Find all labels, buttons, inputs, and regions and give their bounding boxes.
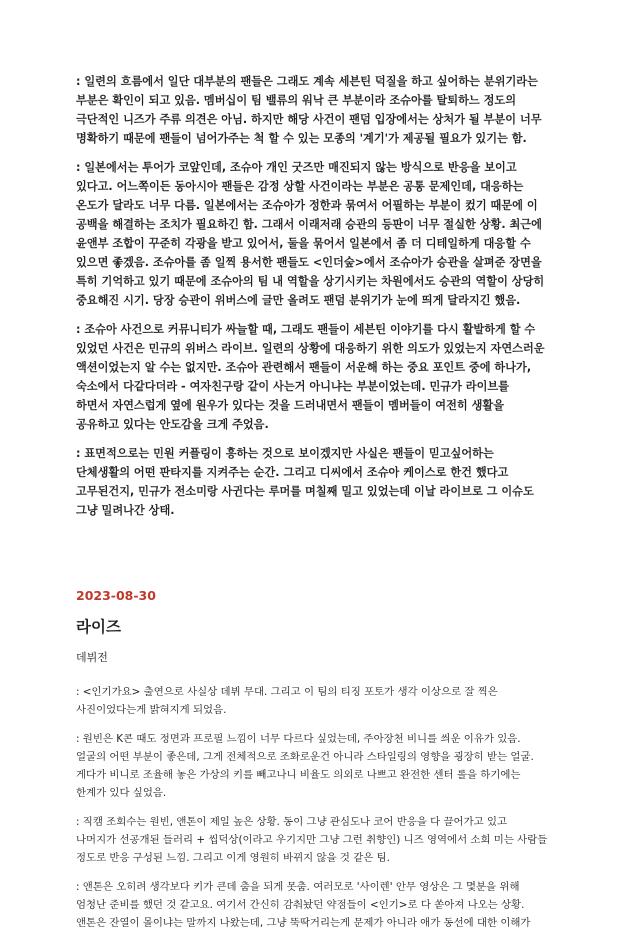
- paragraph: : 일본에서는 투어가 코앞인데, 조슈아 개인 굿즈만 매진되지 않는 방식으로 반응을 보이고 있다고. 어느쪽이든 동아시아 팬들은 감정 상할 사건이라는 부분은 공통 문제인데, 대응하는 온도가 달라도 너무 다름. 일본에서는 조슈아가 정한과 묶여서 어필하는 부분이 컸기 때문에 이 공백을 해결하는 조치가 필요하긴 함. 그래서 이래저래 승관의 등판이 너무 절실한 상황. 최근에 윤앤부 조합이 꾸준히 각광을 받고 있어서, 둘을 묶어서 일본에서 좀 더 디테일하게 대응할 수 있으면 좋겠음. 조슈아를 좀 일찍 용서한 팬들도 <인더숲>에서 조슈아가 승관을 살펴준 장면을 특히 기억하고 있기 때문에 조슈아의 팀 내 역할을 상기시키는 차원에서도 승관의 역할이 상당히 중요해진 시기. 당장 승관이 위버스에 글만 올려도 팬덤 분위기가 눈에 띄게 달라지긴 했음.: [76, 161, 545, 307]
- paragraph: : 일련의 흐름에서 일단 대부분의 팬들은 그래도 계속 세븐틴 덕질을 하고 싶어하는 분위기라는 부분은 확인이 되고 있음. 멤버십이 팀 밸류의 워낙 큰 부분이라 조슈아를 탈퇴하느 정도의 극단적인 니즈가 주류 의견은 아님. 하지만 해당 사건이 팬덤 입장에서는 상처가 될 부분이 너무 명확하기 때문에 팬들이 넘어가주는 척 할 수 있는 모종의 '계기'가 제공될 필요가 있기는 함.: [76, 75, 542, 145]
- paragraph: : 표면적으로는 민원 커플링이 흥하는 것으로 보이겠지만 사실은 팬들이 믿고싶어하는 단체생활의 어떤 판타지를 지켜주는 순간. 그리고 디씨에서 조슈아 케이스로 한건 했다고 고무된건지, 민규가 전소미랑 사귄다는 루머를 며칠째 밀고 있었는데 이날 라이브로 그 이슈도 그냥 밀려나간 상태.: [76, 447, 534, 517]
- section-title: 라이즈: [76, 618, 121, 636]
- paragraph: : 앤톤은 오히려 생각보다 키가 큰데 춤을 되게 못춤. 여러모로 '사이렌' 안무 영상은 그 몇분을 위해 엄청난 준비를 했던 것 같고요. 여기서 간신히 감춰놨던 약점들이 <인기>로 다 쏟아져 나오는 상황. 앤톤은 잔열이 몰이냐는 말까지 나왔는데, 그냥 뚝딱거리는게 문제가 아니라 애가 동선에 대한 이해가: [76, 881, 531, 929]
- paragraph: : <인기가요> 출연으로 사실상 데뷔 무대. 그리고 이 팀의 티징 포토가 생각 이상으로 잘 찍은 사진이었다는게 밝혀지게 되었음.: [76, 686, 498, 716]
- paragraph: : 직캠 조회수는 원빈, 앤톤이 제일 높은 상황. 동이 그냥 관심도나 코어 반응을 다 끌어가고 있고 나머지가 선공개된 들러리 + 씹덕상(이라고 우기지만 그냥 그런 취향인) 니즈 영역에서 소희 미는 사람들 정도로 반응 구성된 느낌. 그리고 이게 영원히 바뀌지 않을 것 같은 팀.: [76, 816, 548, 864]
- paragraph: : 조슈아 사건으로 커뮤니티가 싸늘할 때, 그래도 팬들이 세븐틴 이야기를 다시 활발하게 할 수 있었던 사건은 민규의 위버스 라이브. 일련의 상황에 대응하기 위한 의도가 있었는지 자연스러운 액션이었는지 알 수는 없지만. 조슈아 관련해서 팬들이 서운해 하는 중요 포인트 중에 하나가, 숙소에서 다같다더라 - 여자친구랑 같이 사는거 아니냐는 부분이었는데. 민규가 라이브를 하면서 자연스럽게 옆에 원우가 있다는 것을 드러내면서 팬들이 멤버들이 여전히 생활을 공유하고 있다는 안도감을 크게 주었음.: [76, 323, 545, 431]
- paragraph: : 원빈은 K콘 때도 정면과 프로필 느낌이 너무 다르다 싶었는데, 주아장천 비니를 씌운 이유가 있음. 얼굴의 어떤 부분이 좋은데, 그게 전체적으로 조화로운건 아니라 스타일링의 영향을 굉장히 받는 얼굴. 게다가 비니로 조율해 놓은 가상의 키를 빼고나니 비율도 의외로 나쁘고 완전한 센터 롤을 하기에는 한계가 있다 싶었음.: [76, 733, 534, 799]
- date-heading: 2023-08-30: [76, 588, 156, 603]
- subsection-label: 데뷔전: [76, 651, 108, 664]
